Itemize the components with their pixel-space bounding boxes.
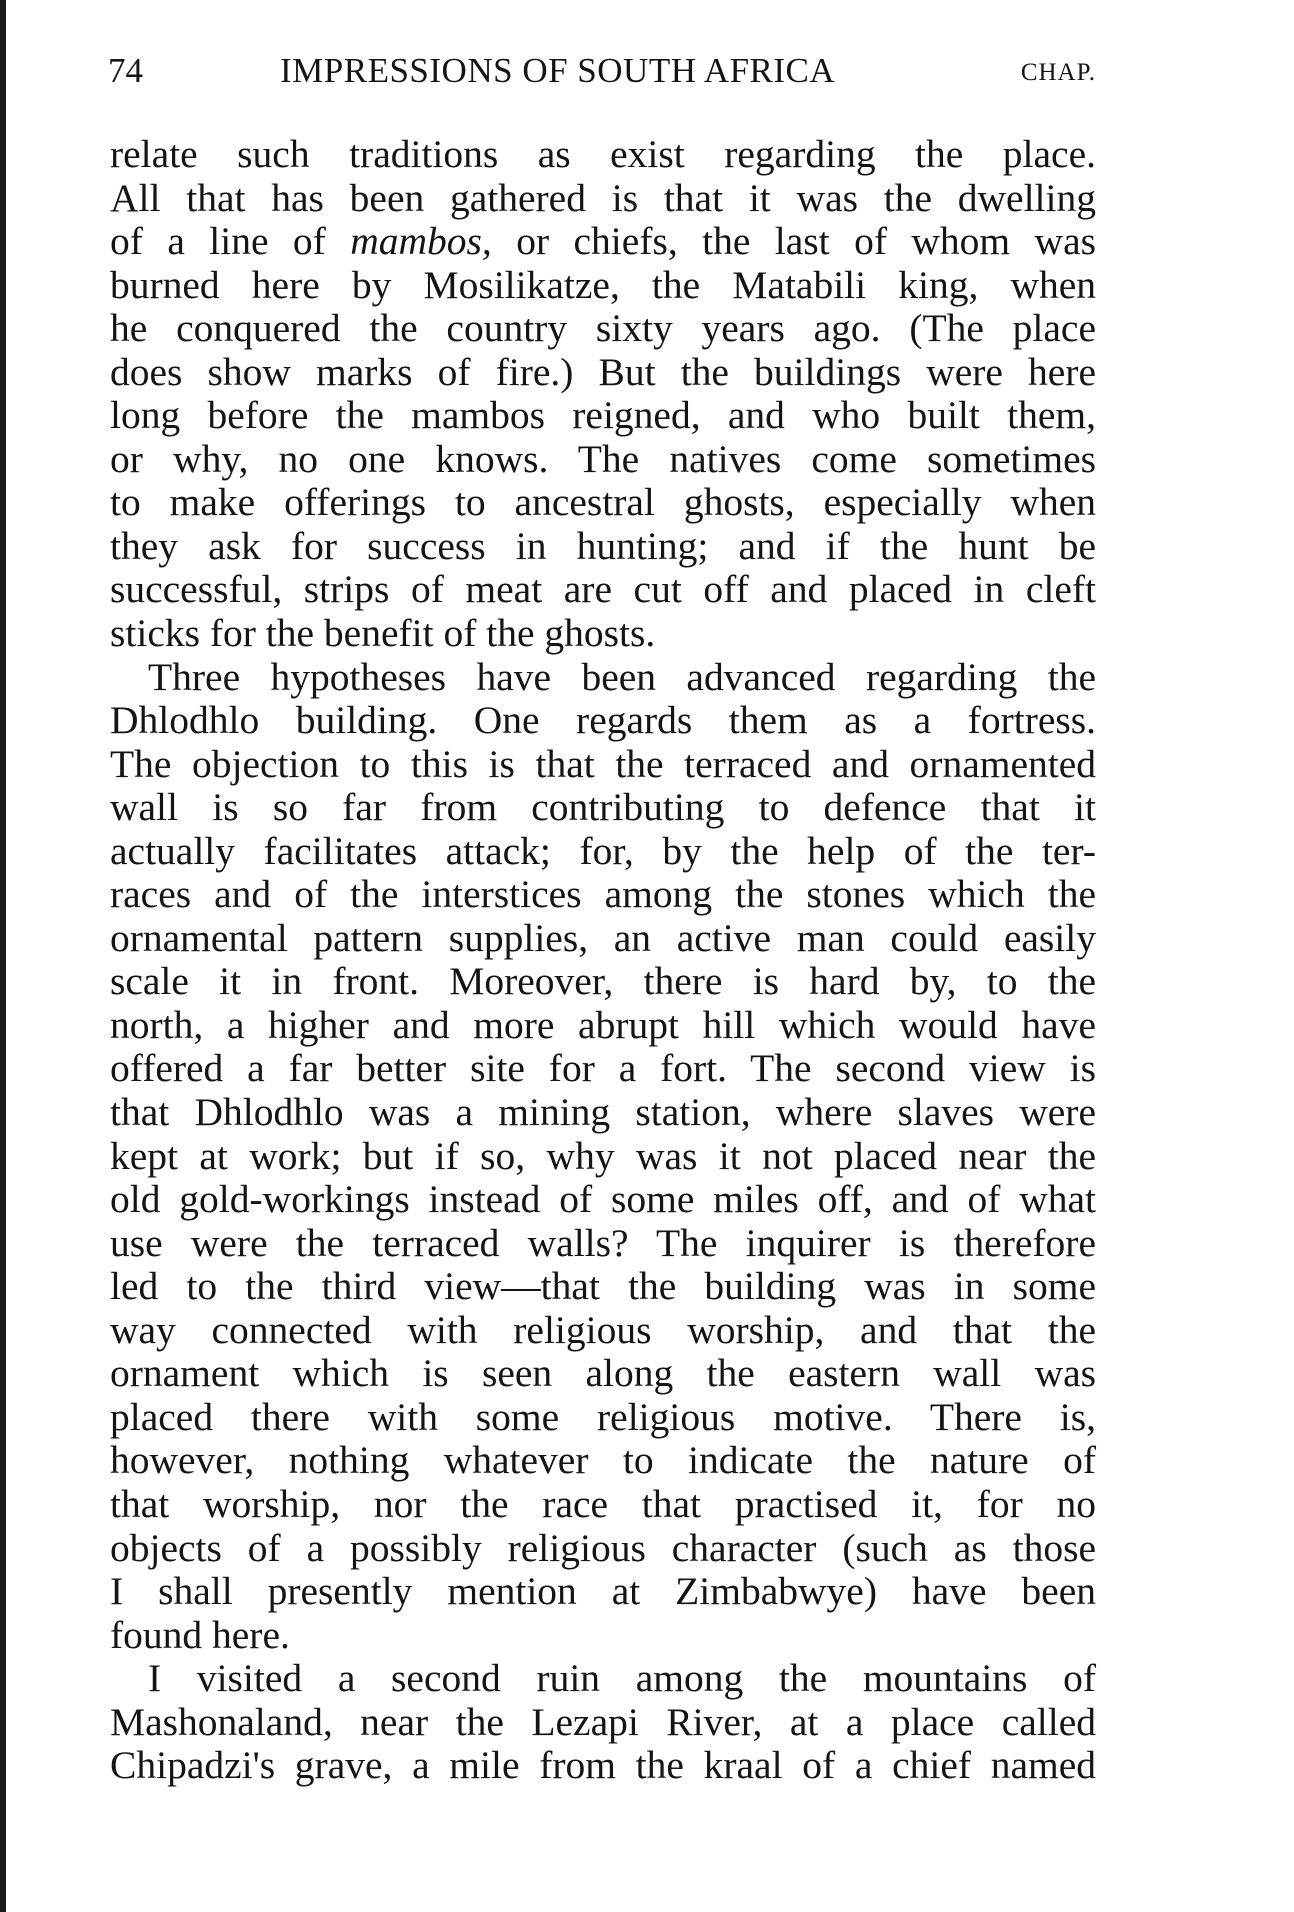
body-text [110, 133, 1096, 1788]
text-line: old gold-workings instead of some miles off, and of what [110, 1177, 1096, 1222]
text-line: kept at work; but if so, why was it not placed near the [110, 1133, 1096, 1178]
text-line: scale it in front. Moreover, there is hard by, to the [110, 959, 1096, 1004]
text-line: Dhlodhlo building. One regards them as a fortress. [110, 698, 1096, 743]
text-line: offered a far better site for a fort. The second view is [110, 1046, 1096, 1091]
text-line: ornament which is seen along the eastern wall was [110, 1351, 1096, 1396]
text-line: All that has been gathered is that it was the dwelling [110, 175, 1096, 220]
text-line: they ask for success in hunting; and if the hunt be [110, 523, 1096, 568]
text-line: relate such traditions as exist regarding the place. [110, 132, 1096, 176]
text-line: The objection to this is that the terraced and ornamented [110, 741, 1096, 786]
paragraph-end-line: sticks for the benefit of the ghosts. [110, 611, 656, 656]
text-line: Mashonaland, near the Lezapi River, at a place called [110, 1699, 1096, 1744]
text-line: of a line of mambos, or chiefs, the last of whom was [110, 219, 1096, 264]
paragraph-start-line: Three hypotheses have been advanced regarding the [148, 654, 1096, 699]
chapter-label: CHAP. [1020, 59, 1096, 86]
page-number: 74 [108, 51, 143, 90]
text-line: burned here by Mosilikatze, the Matabili king, when [110, 262, 1096, 307]
italic-term: mambos, [350, 219, 492, 264]
text-line: does show marks of fire.) But the buildings were here [110, 349, 1096, 394]
text-line: to make offerings to ancestral ghosts, especially when [110, 480, 1096, 525]
text-line: north, a higher and more abrupt hill which would have [110, 1002, 1096, 1047]
text-line: wall is so far from contributing to defence that it [110, 785, 1096, 830]
text-line: use were the terraced walls? The inquirer is therefore [110, 1220, 1096, 1265]
text-line: races and of the interstices among the stones which the [110, 872, 1096, 917]
text-line: I shall presently mention at Zimbabwye) have been [110, 1569, 1096, 1614]
text-line: actually facilitates attack; for, by the help of the ter- [110, 828, 1096, 873]
running-title: IMPRESSIONS OF SOUTH AFRICA [280, 51, 836, 90]
paragraph-end-line: found here. [110, 1612, 290, 1657]
text-line: led to the third view—that the building was in some [110, 1264, 1096, 1309]
text-line: however, nothing whatever to indicate the nature of [110, 1438, 1096, 1483]
paragraph-start-line: I visited a second ruin among the mountains of [148, 1656, 1096, 1701]
text-line: long before the mambos reigned, and who built them, [110, 393, 1096, 438]
text-line: that Dhlodhlo was a mining station, where slaves were [110, 1090, 1096, 1135]
text-line: objects of a possibly religious character (such as those [110, 1525, 1096, 1570]
text-line: way connected with religious worship, and that the [110, 1307, 1096, 1352]
text-line: that worship, nor the race that practised it, for no [110, 1481, 1096, 1526]
text-line: he conquered the country sixty years ago. (The place [110, 306, 1096, 351]
text-line: placed there with some religious motive. There is, [110, 1394, 1096, 1439]
binding-edge [0, 0, 6, 1912]
text-line: Chipadzi's grave, a mile from the kraal of a chief named [110, 1743, 1096, 1788]
text-line: or why, no one knows. The natives come sometimes [110, 436, 1096, 481]
text-line: ornamental pattern supplies, an active man could easily [110, 915, 1096, 960]
running-header [108, 46, 1096, 96]
text-line: successful, strips of meat are cut off and placed in cleft [110, 567, 1096, 612]
